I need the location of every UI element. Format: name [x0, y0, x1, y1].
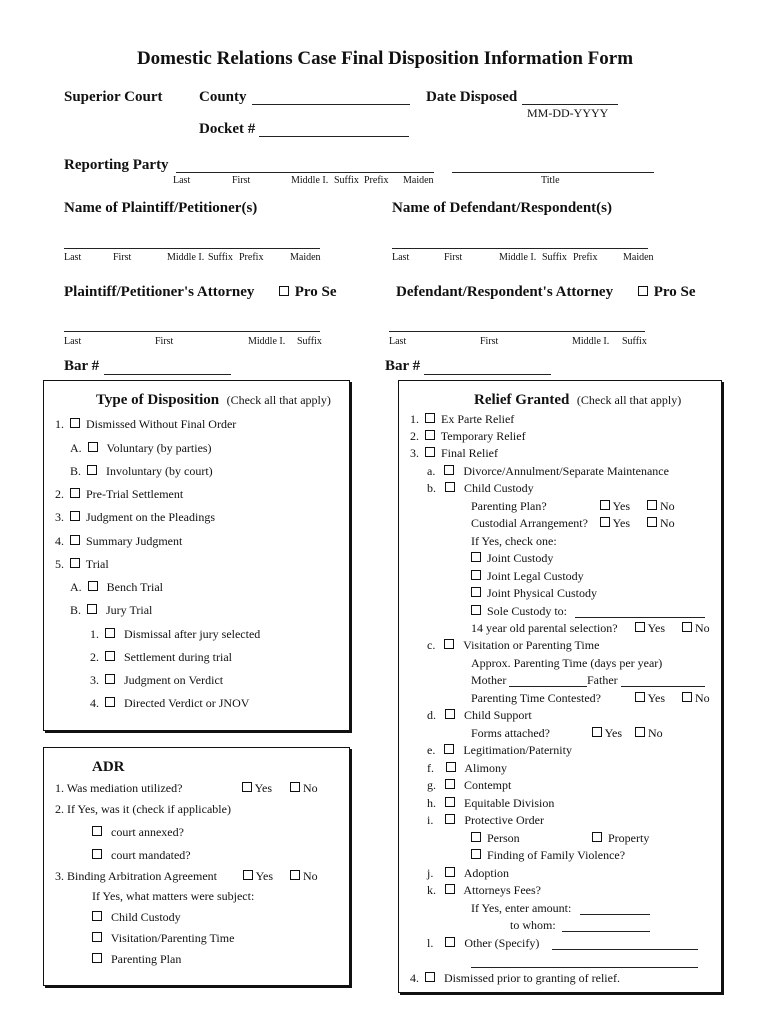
plaintiff-pro-se[interactable]: Pro Se — [279, 284, 337, 301]
adr-mandated[interactable]: court mandated? — [92, 848, 191, 863]
checkbox-icon[interactable] — [682, 622, 692, 632]
disposition-item[interactable]: 3. Judgment on the Pleadings — [55, 510, 215, 524]
adr-heading: ADR — [92, 759, 125, 775]
checkbox-icon[interactable] — [290, 870, 300, 880]
checkbox-icon[interactable] — [279, 286, 289, 296]
sublabel: First — [480, 336, 499, 347]
protective-person[interactable]: Person — [471, 831, 520, 846]
forms-yes[interactable]: Yes — [592, 726, 622, 741]
adr-q3-no[interactable]: No — [290, 869, 318, 884]
disposition-item[interactable]: 5. Trial — [55, 557, 109, 571]
sublabel: First — [232, 175, 251, 186]
checkbox-icon[interactable] — [92, 953, 102, 963]
disposition-item[interactable]: 4. Directed Verdict or JNOV — [90, 696, 250, 710]
forms-no[interactable]: No — [635, 726, 663, 741]
defendant-name-label: Name of Defendant/Respondent(s) — [392, 200, 612, 216]
checkbox-icon[interactable] — [600, 500, 610, 510]
disposition-item[interactable]: 1. Dismissed Without Final Order — [55, 417, 237, 431]
sublabel: Maiden — [403, 175, 434, 186]
contested-no[interactable]: No — [682, 691, 710, 706]
approx-label: Approx. Parenting Time (days per year) — [471, 656, 663, 670]
sublabel: Title — [541, 175, 560, 186]
checkbox-icon[interactable] — [471, 587, 481, 597]
checkbox-icon[interactable] — [445, 814, 455, 824]
checkbox-icon[interactable] — [445, 709, 455, 719]
checkbox-icon[interactable] — [425, 413, 435, 423]
sublabel: Middle I. — [572, 336, 610, 347]
adr-q3-sub: If Yes, what matters were subject: — [92, 889, 255, 903]
checkbox-icon[interactable] — [92, 849, 102, 859]
relief-4[interactable]: 4. Dismissed prior to granting of relief. — [410, 971, 620, 985]
sublabel: Last — [64, 336, 82, 347]
checkbox-icon[interactable] — [105, 628, 115, 638]
disposition-box — [43, 380, 350, 731]
relief-k[interactable]: k. Attorneys Fees? — [427, 883, 541, 897]
checkbox-icon[interactable] — [445, 482, 455, 492]
relief-1[interactable]: 1. Ex Parte Relief — [410, 412, 515, 426]
checkbox-icon[interactable] — [425, 430, 435, 440]
to-whom-field[interactable] — [562, 931, 650, 932]
checkbox-icon[interactable] — [88, 442, 98, 452]
docket-field[interactable] — [259, 136, 409, 137]
checkbox-icon[interactable] — [445, 884, 455, 894]
checkbox-icon[interactable] — [444, 744, 454, 754]
sublabel: Middle I. — [499, 252, 537, 263]
adr-matter[interactable]: Child Custody — [92, 910, 181, 925]
checkbox-icon[interactable] — [290, 782, 300, 792]
father-label: Father — [587, 673, 618, 687]
disposition-item[interactable]: 3. Judgment on Verdict — [90, 673, 224, 687]
checkbox-icon[interactable] — [70, 511, 80, 521]
relief-b[interactable]: b. Child Custody — [427, 481, 534, 495]
sole-custody[interactable]: Sole Custody to: — [471, 604, 567, 619]
checkbox-icon[interactable] — [600, 517, 610, 527]
checkbox-icon[interactable] — [92, 826, 102, 836]
custodial-label: Custodial Arrangement? — [471, 516, 588, 530]
parenting-plan-no[interactable]: No — [647, 499, 675, 514]
checkbox-icon[interactable] — [70, 535, 80, 545]
relief-box — [398, 380, 722, 993]
sublabel: Suffix — [542, 252, 567, 263]
fourteen-label: 14 year old parental selection? — [471, 621, 618, 635]
checkbox-icon[interactable] — [105, 674, 115, 684]
county-label: County — [199, 89, 247, 105]
court-label: Superior Court — [64, 89, 163, 105]
disposition-item[interactable]: B. Jury Trial — [70, 603, 153, 617]
checkbox-icon[interactable] — [445, 779, 455, 789]
sublabel: Last — [64, 252, 82, 263]
checkbox-icon[interactable] — [92, 911, 102, 921]
fourteen-yes[interactable]: Yes — [635, 621, 665, 636]
checkbox-icon[interactable] — [70, 488, 80, 498]
relief-i[interactable]: i. Protective Order — [427, 813, 544, 827]
amount-field[interactable] — [580, 914, 650, 915]
checkbox-icon[interactable] — [70, 418, 80, 428]
mother-label: Mother — [471, 673, 507, 687]
relief-d[interactable]: d. Child Support — [427, 708, 532, 722]
checkbox-icon[interactable] — [471, 552, 481, 562]
disposition-item[interactable]: A. Voluntary (by parties) — [70, 441, 212, 455]
checkbox-icon[interactable] — [592, 832, 602, 842]
checkbox-icon[interactable] — [444, 639, 454, 649]
reporting-party-field[interactable] — [176, 172, 434, 173]
reporting-title-field[interactable] — [452, 172, 654, 173]
relief-2[interactable]: 2. Temporary Relief — [410, 429, 526, 443]
amount-label: If Yes, enter amount: — [471, 901, 572, 915]
sublabel: Last — [392, 252, 410, 263]
plaintiff-bar-label: Bar # — [64, 358, 100, 374]
other-field-2[interactable] — [471, 967, 698, 968]
checkbox-icon[interactable] — [425, 972, 435, 982]
plaintiff-name-label: Name of Plaintiff/Petitioner(s) — [64, 200, 258, 216]
sublabel: Prefix — [239, 252, 264, 263]
plaintiff-bar-field[interactable] — [104, 374, 231, 375]
plaintiff-attorney-label: Plaintiff/Petitioner's Attorney — [64, 284, 255, 300]
checkbox-icon[interactable] — [88, 581, 98, 591]
checkbox-icon[interactable] — [70, 558, 80, 568]
sole-custody-field[interactable] — [575, 617, 705, 618]
plaintiff-attorney-field[interactable] — [64, 331, 320, 332]
adr-q1: 1. Was mediation utilized? — [55, 781, 183, 795]
parenting-plan-label: Parenting Plan? — [471, 499, 547, 513]
defendant-name-field[interactable] — [392, 248, 648, 249]
defendant-pro-se[interactable]: Pro Se — [638, 284, 696, 301]
if-yes-label: If Yes, check one: — [471, 534, 557, 548]
checkbox-icon[interactable] — [242, 782, 252, 792]
contested-yes[interactable]: Yes — [635, 691, 665, 706]
relief-3[interactable]: 3. Final Relief — [410, 446, 498, 460]
date-format-hint: MM-DD-YYYY — [527, 106, 609, 120]
family-violence[interactable]: Finding of Family Violence? — [471, 848, 625, 863]
checkbox-icon[interactable] — [87, 465, 97, 475]
adr-box — [43, 747, 350, 986]
checkbox-icon[interactable] — [471, 832, 481, 842]
checkbox-icon[interactable] — [445, 937, 455, 947]
defendant-attorney-field[interactable] — [389, 331, 645, 332]
defendant-attorney-label: Defendant/Respondent's Attorney — [396, 284, 614, 300]
relief-heading: Relief Granted (Check all that apply) — [474, 392, 682, 408]
sublabel: Maiden — [623, 252, 654, 263]
adr-matter[interactable]: Parenting Plan — [92, 952, 181, 967]
relief-j[interactable]: j. Adoption — [427, 866, 510, 880]
adr-matter[interactable]: Visitation/Parenting Time — [92, 931, 234, 946]
plaintiff-name-field[interactable] — [64, 248, 320, 249]
sublabel: First — [155, 336, 174, 347]
disposition-item[interactable]: 1. Dismissal after jury selected — [90, 627, 261, 641]
adr-q2: 2. If Yes, was it (check if applicable) — [55, 802, 231, 816]
contested-label: Parenting Time Contested? — [471, 691, 601, 705]
checkbox-icon[interactable] — [444, 465, 454, 475]
checkbox-icon[interactable] — [471, 605, 481, 615]
checkbox-icon[interactable] — [243, 870, 253, 880]
form-title: Domestic Relations Case Final Disposition Information Form — [136, 48, 634, 69]
checkbox-icon[interactable] — [647, 517, 657, 527]
disposition-heading: Type of Disposition (Check all that apply) — [96, 392, 331, 408]
adr-q3: 3. Binding Arbitration Agreement — [55, 869, 217, 883]
checkbox-icon[interactable] — [471, 570, 481, 580]
checkbox-icon[interactable] — [105, 697, 115, 707]
docket-label: Docket # — [199, 121, 256, 137]
date-disposed-field[interactable] — [522, 104, 618, 105]
checkbox-icon[interactable] — [682, 692, 692, 702]
relief-f[interactable]: f. Alimony — [427, 761, 508, 775]
other-field[interactable] — [552, 949, 698, 950]
checkbox-icon[interactable] — [635, 727, 645, 737]
sublabel: Suffix — [297, 336, 322, 347]
relief-a[interactable]: a. Divorce/Annulment/Separate Maintenance — [427, 464, 669, 478]
forms-label: Forms attached? — [471, 726, 550, 740]
relief-l[interactable]: l. Other (Specify) — [427, 936, 540, 950]
fourteen-no[interactable]: No — [682, 621, 710, 636]
sublabel: First — [444, 252, 463, 263]
adr-annexed[interactable]: court annexed? — [92, 825, 184, 840]
disposition-item[interactable]: A. Bench Trial — [70, 580, 164, 594]
checkbox-icon[interactable] — [87, 604, 97, 614]
sublabel: Middle I. — [291, 175, 329, 186]
mother-field[interactable] — [509, 686, 587, 687]
sublabel: Middle I. — [248, 336, 286, 347]
relief-e[interactable]: e. Legitimation/Paternity — [427, 743, 572, 757]
checkbox-icon[interactable] — [647, 500, 657, 510]
disposition-item[interactable]: B. Involuntary (by court) — [70, 464, 213, 478]
sublabel: Last — [389, 336, 407, 347]
sublabel: Prefix — [364, 175, 389, 186]
disposition-item[interactable]: 2. Pre-Trial Settlement — [55, 487, 184, 501]
relief-h[interactable]: h. Equitable Division — [427, 796, 555, 810]
checkbox-icon[interactable] — [445, 867, 455, 877]
sublabel: Suffix — [208, 252, 233, 263]
sublabel: Last — [173, 175, 191, 186]
checkbox-icon[interactable] — [446, 762, 456, 772]
protective-property[interactable]: Property — [592, 831, 649, 846]
joint-custody[interactable]: Joint Custody — [471, 551, 553, 566]
sublabel: First — [113, 252, 132, 263]
sublabel: Prefix — [573, 252, 598, 263]
father-field[interactable] — [621, 686, 705, 687]
adr-q1-yes[interactable]: Yes — [242, 781, 272, 796]
defendant-bar-label: Bar # — [385, 358, 421, 374]
relief-c[interactable]: c. Visitation or Parenting Time — [427, 638, 600, 652]
defendant-bar-field[interactable] — [424, 374, 551, 375]
checkbox-icon[interactable] — [445, 797, 455, 807]
checkbox-icon[interactable] — [635, 622, 645, 632]
disposition-item[interactable]: 2. Settlement during trial — [90, 650, 232, 664]
joint-physical-custody[interactable]: Joint Physical Custody — [471, 586, 597, 601]
adr-q3-yes[interactable]: Yes — [243, 869, 273, 884]
sublabel: Suffix — [622, 336, 647, 347]
checkbox-icon[interactable] — [592, 727, 602, 737]
sublabel: Maiden — [290, 252, 321, 263]
joint-legal-custody[interactable]: Joint Legal Custody — [471, 569, 584, 584]
date-disposed-label: Date Disposed — [426, 89, 518, 105]
disposition-item[interactable]: 4. Summary Judgment — [55, 534, 183, 548]
checkbox-icon[interactable] — [92, 932, 102, 942]
sublabel: Middle I. — [167, 252, 205, 263]
checkbox-icon[interactable] — [635, 692, 645, 702]
county-field[interactable] — [252, 104, 410, 105]
checkbox-icon[interactable] — [638, 286, 648, 296]
sublabel: Suffix — [334, 175, 359, 186]
custodial-yes[interactable]: Yes — [600, 516, 630, 531]
relief-g[interactable]: g. Contempt — [427, 778, 512, 792]
custodial-no[interactable]: No — [647, 516, 675, 531]
reporting-party-label: Reporting Party — [64, 157, 169, 173]
checkbox-icon[interactable] — [425, 447, 435, 457]
checkbox-icon[interactable] — [105, 651, 115, 661]
adr-q1-no[interactable]: No — [290, 781, 318, 796]
parenting-plan-yes[interactable]: Yes — [600, 499, 630, 514]
checkbox-icon[interactable] — [471, 849, 481, 859]
to-whom-label: to whom: — [510, 918, 556, 932]
